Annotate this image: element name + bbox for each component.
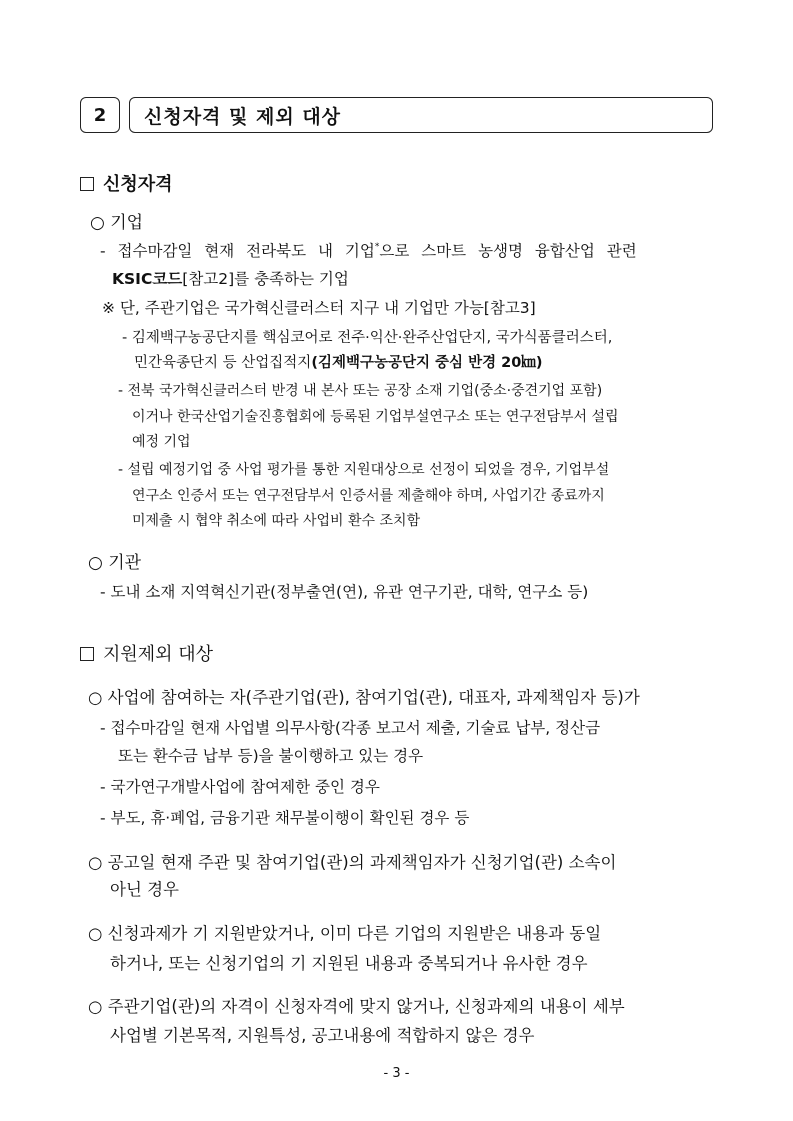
exclusion-item3-line1: ○ 신청과제가 기 지원받았거나, 이미 다른 기업의 지원받은 내용과 동일	[88, 924, 602, 943]
exclusion-item2-line1: ○ 공고일 현재 주관 및 참여기업(관)의 과제책임자가 신청기업(관) 소속이	[88, 853, 617, 872]
section-number: 2	[80, 97, 120, 133]
sub1-line2-bold: (김제백구농공단지 중심 반경 20㎞)	[311, 355, 543, 371]
exclusion-item1-lead: ○ 사업에 참여하는 자(주관기업(관), 참여기업(관), 대표자, 과제책임자 등)가	[88, 688, 640, 707]
company-line1-pre: - 접수마감일 현재 전라북도 내 기업	[100, 242, 375, 260]
sub2-line3: 예정 기업	[132, 434, 191, 450]
sub1-line2-pre: 민간육종단지 등 산업집적지	[134, 355, 312, 371]
sub3-line3: 미제출 시 협약 취소에 따라 사업비 환수 조치함	[132, 513, 421, 529]
exclusion-item1-sub2: - 국가연구개발사업에 참여제한 중인 경우	[100, 778, 380, 796]
exclusion-item2-line2: 아닌 경우	[110, 880, 180, 899]
sub1-line1: - 김제백구농공단지를 핵심코어로 전주·익산·완주산업단지, 국가식품클러스터,	[122, 330, 613, 346]
sub3-line2: 연구소 인증서 또는 연구전담부서 인증서를 제출해야 하며, 사업기간 종료까지	[132, 488, 605, 504]
company-note: ※ 단, 주관기업은 국가혁신클러스터 지구 내 기업만 가능[참고3]	[102, 299, 536, 317]
sub2-line2: 이거나 한국산업기술진흥협회에 등록된 기업부설연구소 또는 연구전담부서 설립	[132, 409, 619, 425]
company-line1	[100, 239, 718, 261]
institution-line1: - 도내 소재 지역혁신기관(정부출연(연), 유관 연구기관, 대학, 연구소 등)	[100, 583, 589, 601]
eligibility-heading	[80, 170, 173, 196]
sub3-line1: - 설립 예정기업 중 사업 평가를 통한 지원대상으로 선정이 되었을 경우, 기업부설	[118, 462, 610, 478]
sub1-line2	[134, 351, 542, 372]
company-label: ○ 기업	[90, 213, 144, 233]
checkbox-square-icon	[80, 177, 94, 191]
ksic-code: KSIC코드	[112, 270, 183, 288]
section-title: 신청자격 및 제외 대상	[129, 97, 713, 133]
exclusion-heading	[80, 640, 213, 666]
sub2-line1: - 전북 국가혁신클러스터 반경 내 본사 또는 공장 소재 기업(중소·중견기업 포함)	[118, 383, 603, 399]
exclusion-item1-sub3: - 부도, 휴·폐업, 금융기관 채무불이행이 확인된 경우 등	[100, 809, 470, 827]
exclusion-item1-sub1-line1: - 접수마감일 현재 사업별 의무사항(각종 보고서 제출, 기술료 납부, 정산금	[100, 719, 601, 737]
company-line2	[112, 267, 349, 289]
company-line2-rest: [참고2]를 충족하는 기업	[182, 270, 349, 288]
institution-label: ○ 기관	[88, 553, 142, 573]
exclusion-item1-sub1-line2: 또는 환수금 납부 등)을 불이행하고 있는 경우	[118, 747, 424, 765]
checkbox-square-icon	[80, 647, 94, 661]
company-line1-post: 으로 스마트 농생명 융합산업 관련	[379, 242, 637, 260]
eligibility-heading-text: 신청자격	[103, 174, 173, 195]
exclusion-item4-line2: 사업별 기본목적, 지원특성, 공고내용에 적합하지 않은 경우	[110, 1026, 535, 1045]
exclusion-item3-line2: 하거나, 또는 신청기업의 기 지원된 내용과 중복되거나 유사한 경우	[110, 954, 588, 973]
exclusion-heading-text: 지원제외 대상	[103, 644, 214, 665]
footnote-asterisk: *	[374, 242, 380, 252]
exclusion-item4-line1: ○ 주관기업(관)의 자격이 신청자격에 맞지 않거나, 신청과제의 내용이 세부	[88, 997, 625, 1016]
page-number: - 3 -	[383, 1066, 410, 1081]
